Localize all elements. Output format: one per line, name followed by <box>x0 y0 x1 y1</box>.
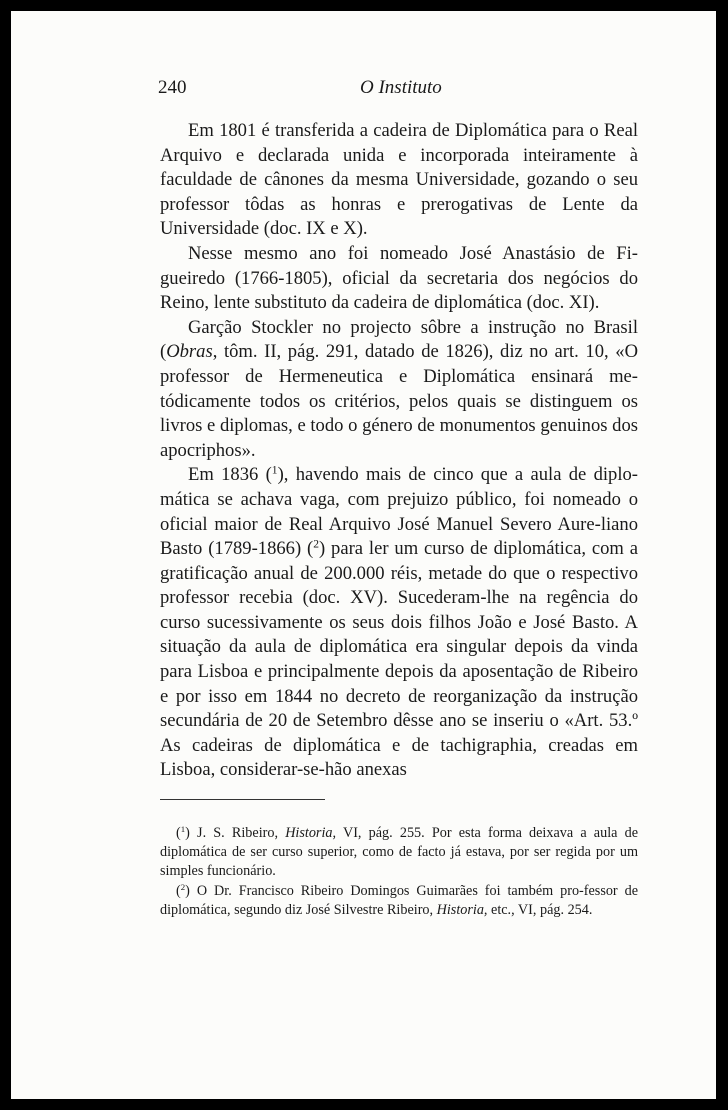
paragraph-text: Em 1801 é transferida a cadeira de Diplomática para o Real Arquivo e declarada unida e incorporada inteiramente à faculdade de cânones da mesma Universidade, gozando o seu professor tôdas as honras e prerogativas de Lente da Universidade (doc. IX e X). <box>160 120 638 240</box>
book-page <box>11 11 716 1099</box>
paragraph-text: Garção Stockler no projecto sôbre a instrução no Brasil ( <box>160 316 638 363</box>
paragraph <box>160 119 638 242</box>
footnote-number: 1 <box>180 824 186 835</box>
footnote-ref: 1 <box>271 464 278 477</box>
footnotes <box>160 824 638 920</box>
footnote-text: O Dr. Francisco Ribeiro Domingos Guimarães foi também pro-fessor de diplomática, segundo diz José Silvestre Ribeiro, <box>160 882 638 918</box>
body-text <box>160 119 638 783</box>
footnote: ($^2$) O Dr. Francisco Ribeiro Domingos Guimarães foi também pro-fessor de diplomática, segundo diz José Silvestre Ribeiro, Historia, etc., VI, pág. 254. <box>160 881 638 918</box>
work-title: Obras <box>166 341 213 363</box>
page-header <box>160 77 638 101</box>
work-title: Historia, <box>436 901 488 918</box>
footnote-text: J. S. Ribeiro, <box>197 825 286 842</box>
paragraph-text: Nesse mesmo ano foi nomeado José Anastásio de Fi-gueiredo (1766-1805), oficial da secretaria dos negócios do Reino, lente substituto da cadeira de diplomática (doc. XI). <box>160 242 638 314</box>
paragraph <box>160 316 638 464</box>
work-title: Historia, <box>285 825 337 842</box>
footnote-separator <box>160 799 325 800</box>
paragraph-text: Em 1836 ( <box>188 464 272 486</box>
page-number: 240 <box>158 77 187 98</box>
paragraph-text: ) para ler um curso de diplomática, com a gratificação anual de 200.000 réis, metade do que o respectivo professor recebia (doc. XV). Sucederam-lhe na regência do curso sucessivamente os seus dois filhos João e José Basto. A situação da aula de diplomática era singular depois da vinda para Lisboa e principalmente depois da aposentação de Ribeiro e por isso em 1844 no decreto de reorganização da instrução secundária de 20 de Setembro dêsse ano se inseriu o «Art. 53.º As cadeiras de diplomática e de tachigraphia, creadas em Lisboa, considerar-se-hão anexas <box>160 538 638 781</box>
footnote-text: VI, pág. 255. Por esta forma deixava a aula de diplomática de ser curso superior, como de facto já estava, por ser regida por um simples funcionário. <box>160 825 638 880</box>
footnote-number: 2 <box>180 881 186 892</box>
footnote-text: etc., VI, pág. 254. <box>487 901 593 918</box>
paragraph-text: , tôm. II, pág. 291, datado de 1826), diz no art. 10, «O professor de Hermeneutica e Diplomática ensinará me-tódicamente todos os critérios, pelos quais se distinguem os livros e diplomas, e todo o género de monumentos genuinos dos apocriphos». <box>160 341 638 461</box>
running-title: O Instituto <box>360 77 442 98</box>
paragraph <box>160 463 638 783</box>
footnote-ref: 2 <box>313 538 319 551</box>
footnote: ($^1$) J. S. Ribeiro, Historia, VI, pág. 255. Por esta forma deixava a aula de diplomática de ser curso superior, como de facto já estava, por ser regida por um simples funcionário. <box>160 824 638 880</box>
paragraph-text: ), havendo mais de cinco que a aula de diplo-mática se achava vaga, com prejuizo público, foi nomeado o oficial maior de Real Arquivo José Manuel Severo Aure-liano Basto (1789-1866) ( <box>160 464 638 560</box>
paragraph <box>160 242 638 316</box>
page-content <box>160 77 638 920</box>
